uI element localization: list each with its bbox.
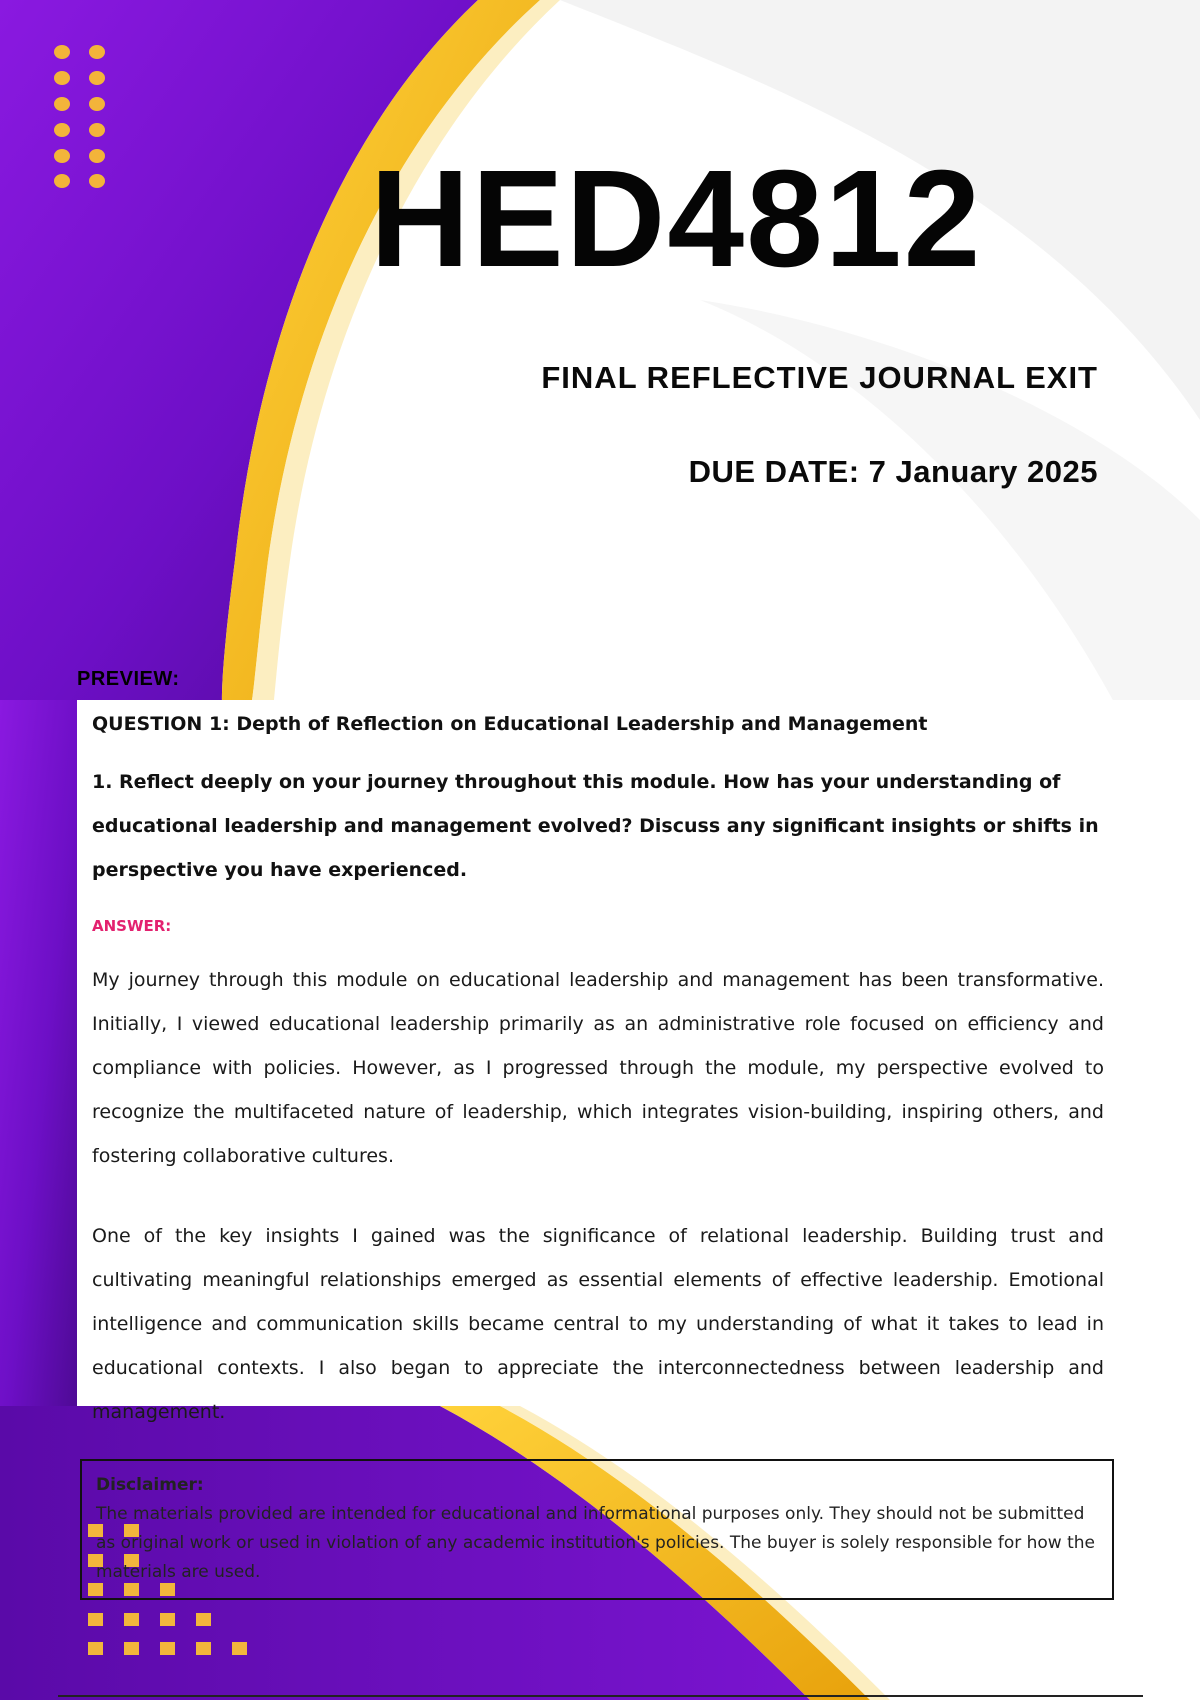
disclaimer-text: The materials provided are intended for educational and informational purposes only. They should not be submitted as original work or used in violation of any academic institution's policies. The buyer is solely responsible for how the materials are used. xyxy=(96,1504,1095,1582)
answer-paragraph: My journey through this module on educational leadership and management has been transformative. Initially, I viewed educational leadership primarily as an administrative role focused on efficiency and compliance with policies. However, as I progressed through the module, my perspective evolved to recognize the multifaceted nature of leadership, which integrates vision-building, inspiring others, and fostering collaborative cultures. xyxy=(92,969,1104,1167)
preview-box xyxy=(77,700,1119,1423)
disclaimer-box xyxy=(80,1459,1114,1600)
answer-paragraph: One of the key insights I gained was the significance of relational leadership. Building trust and cultivating meaningful relationships emerged as essential elements of effective leadership. Emotional intelligence and communication skills became central to my understanding of what it takes to lead in educational contexts. I also began to appreciate the interconnectedness between leadership and management. xyxy=(92,1225,1104,1423)
answer-label: ANSWER: xyxy=(92,917,172,935)
due-date: DUE DATE: 7 January 2025 xyxy=(688,454,1098,489)
question-heading: QUESTION 1: Depth of Reflection on Educational Leadership and Management xyxy=(92,713,928,735)
course-code: HED4812 xyxy=(370,142,983,296)
question-text: 1. Reflect deeply on your journey throughout this module. How has your understanding of educational leadership and management evolved? Discuss any significant insights or shifts in perspective you have experienced. xyxy=(92,771,1099,881)
document-subtitle: FINAL REFLECTIVE JOURNAL EXIT xyxy=(541,360,1098,395)
preview-label: PREVIEW: xyxy=(77,668,180,690)
bottom-divider xyxy=(58,1695,1143,1697)
disclaimer-title: Disclaimer: xyxy=(96,1475,204,1495)
